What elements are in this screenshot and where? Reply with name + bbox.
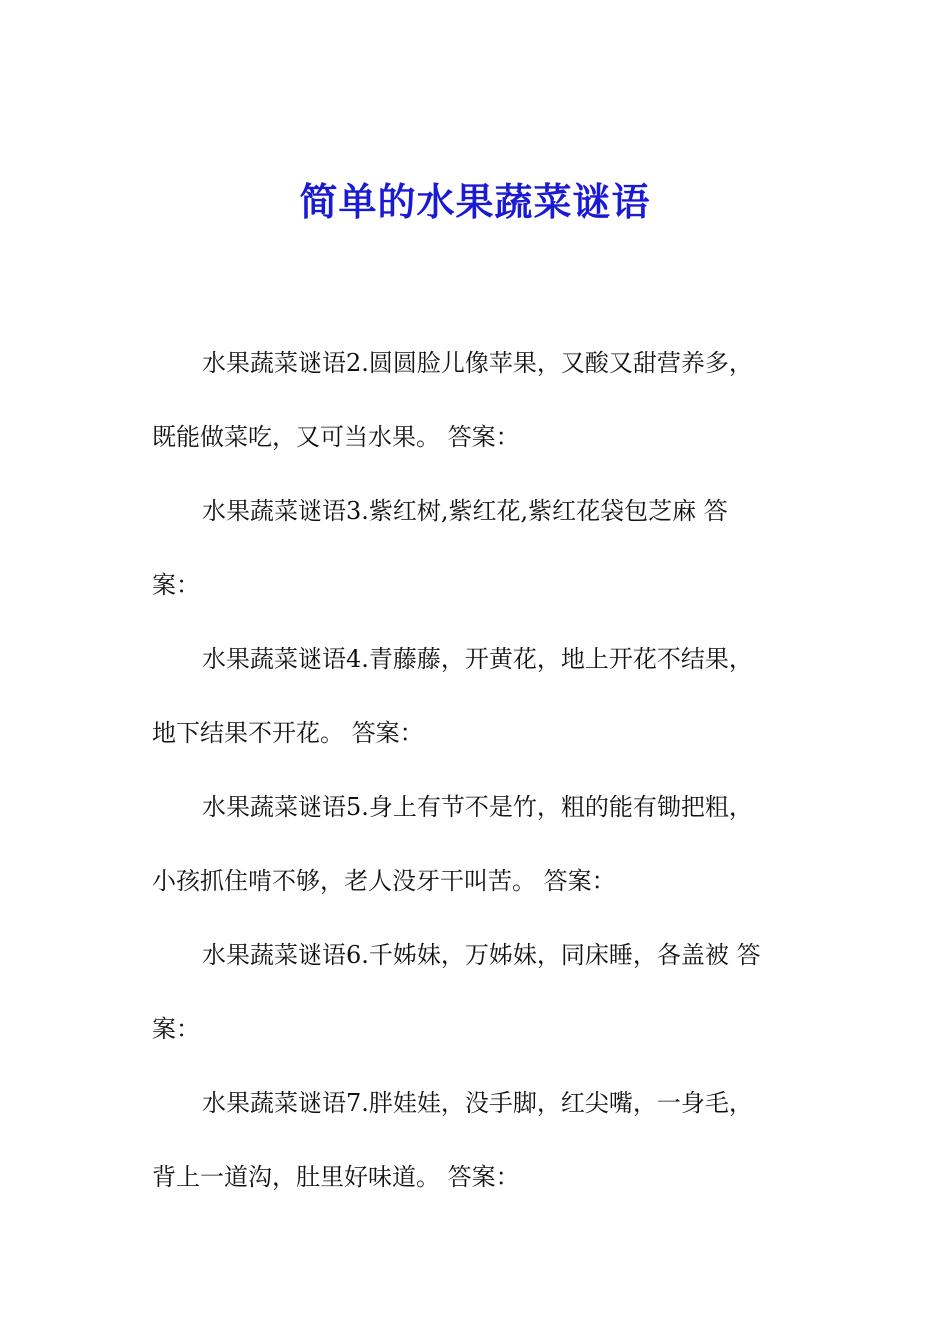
riddle-paragraph bbox=[152, 326, 812, 474]
riddle-paragraph bbox=[152, 1066, 812, 1214]
riddle-line-second: 小孩抓住啃不够，老人没牙干叫苦。 答案： bbox=[152, 867, 616, 895]
riddle-paragraph bbox=[152, 474, 812, 622]
document-body bbox=[152, 326, 812, 1214]
riddle-line-first: 水果蔬菜谜语6.千姊妹，万姊妹，同床睡，各盖被 答 bbox=[202, 941, 761, 969]
riddle-paragraph bbox=[152, 770, 812, 918]
riddle-line-second: 背上一道沟，肚里好味道。 答案： bbox=[152, 1163, 520, 1191]
riddle-line-first: 水果蔬菜谜语7.胖娃娃，没手脚，红尖嘴，一身毛， bbox=[202, 1089, 753, 1117]
riddle-line-first: 水果蔬菜谜语4.青藤藤，开黄花，地上开花不结果， bbox=[202, 645, 753, 673]
riddle-paragraph bbox=[152, 918, 812, 1066]
document-title: 简单的水果蔬菜谜语 bbox=[299, 179, 651, 224]
riddle-line-second: 地下结果不开花。 答案： bbox=[152, 719, 424, 747]
riddle-paragraph bbox=[152, 622, 812, 770]
riddle-line-first: 水果蔬菜谜语2.圆圆脸儿像苹果，又酸又甜营养多， bbox=[202, 349, 753, 377]
riddle-line-first: 水果蔬菜谜语5.身上有节不是竹，粗的能有锄把粗， bbox=[202, 793, 753, 821]
riddle-line-first: 水果蔬菜谜语3.紫红树,紫红花,紫红花袋包芝麻 答 bbox=[202, 497, 728, 525]
riddle-line-second: 既能做菜吃，又可当水果。 答案： bbox=[152, 423, 520, 451]
riddle-line-second: 案： bbox=[152, 1015, 200, 1043]
riddle-line-second: 案： bbox=[152, 571, 200, 599]
